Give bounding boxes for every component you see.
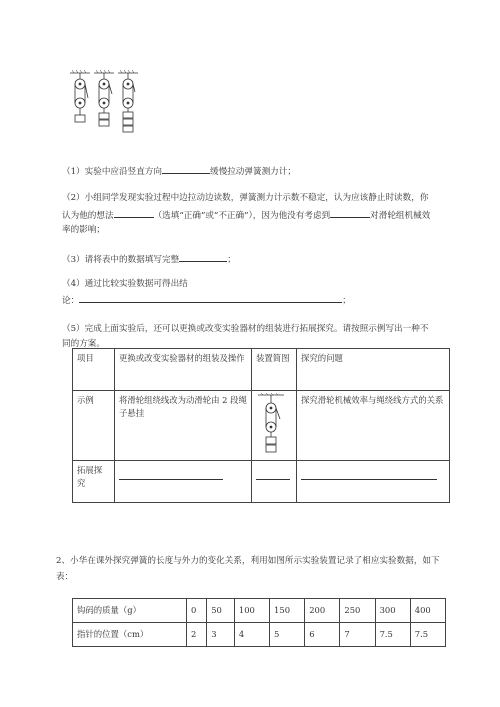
problem-2-line-b: 表： xyxy=(56,572,74,582)
position-cell: 6 xyxy=(305,623,340,647)
header-operation: 更换或改变实验器材的组装及操作 xyxy=(115,349,252,391)
question-2-line-a: （2）小组同学发现实验过程中边拉动边读数，弹簧测力计示数不稳定，认为应该静止时读数，你 xyxy=(62,193,429,203)
mass-cell: 150 xyxy=(270,599,305,623)
question-2-text-1: 认为他的想法 xyxy=(62,211,114,221)
question-1 xyxy=(62,164,296,179)
question-2-text-3: 对滑轮组机械效 xyxy=(370,211,431,221)
question-3-text: （3）请将表中的数据填写完整 xyxy=(62,255,180,265)
question-2-line-c: 率的影响； xyxy=(62,225,105,235)
problem-2-line-a: 2、小华在课外探究弹簧的长度与外力的变化关系，利用如图所示实验装置记录了相应实验数据，如下 xyxy=(56,556,440,566)
extend-operation-cell[interactable] xyxy=(115,461,252,503)
question-4-line-b xyxy=(62,293,351,308)
example-operation: 将滑轮组绕线改为动滑轮由 2 段绳子悬挂 xyxy=(115,391,252,461)
mass-cell: 100 xyxy=(234,599,269,623)
question-2-line-b xyxy=(62,208,430,223)
answer-blank-1[interactable] xyxy=(162,164,210,174)
extend-diagram-blank[interactable] xyxy=(256,470,290,480)
position-cell: 5 xyxy=(270,623,305,647)
question-5-line-b: 同的方案。 xyxy=(62,339,105,349)
answer-blank-3[interactable] xyxy=(330,208,370,218)
header-diagram: 装置简图 xyxy=(252,349,297,391)
question-2-text-2: （选填“正确”或“不正确”），因为他没有考虑到 xyxy=(153,211,331,221)
mass-cell: 300 xyxy=(375,599,410,623)
mass-cell: 50 xyxy=(207,599,235,623)
position-cell: 7.5 xyxy=(410,623,445,647)
question-4-text-1: 论： xyxy=(62,296,80,306)
pulley-apparatus-figure xyxy=(68,70,148,150)
header-item: 项目 xyxy=(73,349,115,391)
movable-pulley-diagram xyxy=(256,393,286,455)
answer-blank-2[interactable] xyxy=(114,208,154,218)
mass-cell: 400 xyxy=(410,599,445,623)
header-question: 探究的问题 xyxy=(297,349,450,391)
extend-operation-blank[interactable] xyxy=(119,470,223,480)
position-cell: 7 xyxy=(340,623,375,647)
answer-blank-5[interactable] xyxy=(79,293,342,303)
extend-diagram-cell[interactable] xyxy=(252,461,297,503)
answer-blank-4[interactable] xyxy=(179,252,227,262)
question-3 xyxy=(62,252,236,267)
question-4: （4）通过比较实验数据可得出结 xyxy=(62,279,188,289)
extension-table xyxy=(72,348,450,503)
position-cell: 7.5 xyxy=(375,623,410,647)
question-3-end: ； xyxy=(227,255,236,265)
position-cell: 4 xyxy=(234,623,269,647)
row1-label: 钩码的质量（g） xyxy=(73,599,187,623)
extend-question-blank[interactable] xyxy=(301,470,437,480)
position-cell: 3 xyxy=(207,623,235,647)
mass-cell: 200 xyxy=(305,599,340,623)
example-question: 探究滑轮机械效率与绳绕线方式的关系 xyxy=(297,391,450,461)
example-label: 示例 xyxy=(73,391,115,461)
question-1-text: （1）实验中应沿竖直方向 xyxy=(62,167,162,177)
extend-label: 拓展探究 xyxy=(73,461,115,503)
spring-data-table xyxy=(72,598,446,647)
position-cell: 2 xyxy=(187,623,207,647)
row2-label: 指针的位置（cm） xyxy=(73,623,187,647)
mass-cell: 0 xyxy=(187,599,207,623)
example-diagram-cell xyxy=(252,391,297,461)
question-5-line-a: （5）完成上面实验后，还可以更换或改变实验器材的组装进行拓展探究。请按照示例写出一种不 xyxy=(62,324,429,334)
mass-cell: 250 xyxy=(340,599,375,623)
question-1-end: 缓慢拉动弹簧测力计； xyxy=(210,167,296,177)
question-4-end: ； xyxy=(342,296,351,306)
extend-question-cell[interactable] xyxy=(297,461,450,503)
